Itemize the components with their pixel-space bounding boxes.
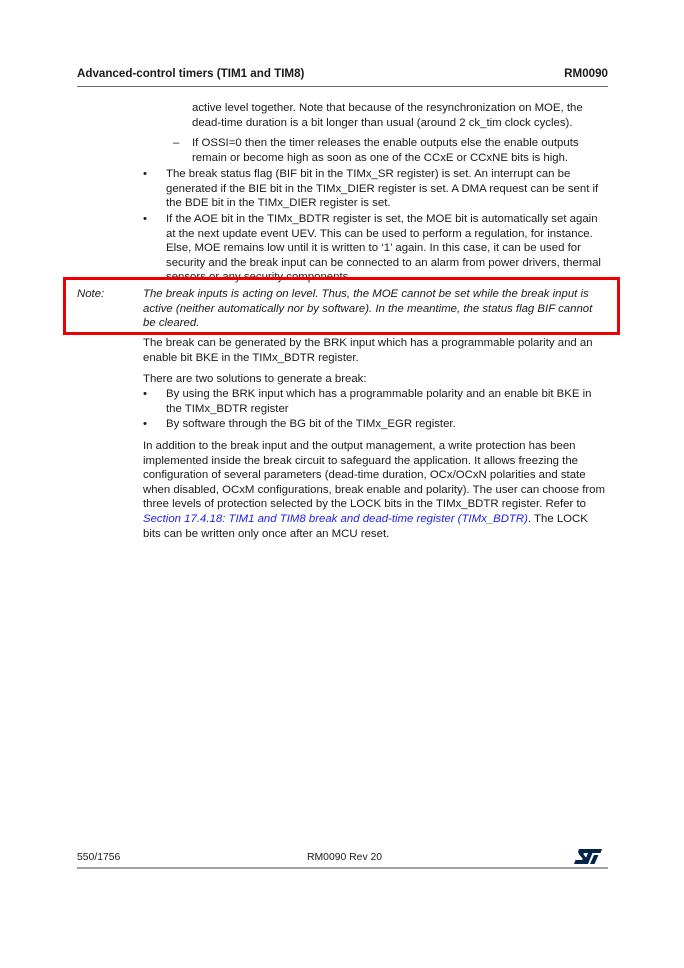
bullet-marker: • — [143, 418, 147, 430]
paragraph-brk — [143, 336, 611, 365]
continued-paragraph — [192, 101, 622, 130]
red-highlight-box — [63, 277, 620, 335]
bullet-marker: • — [143, 213, 147, 225]
dash-marker: – — [173, 137, 180, 149]
text-line: By software through the BG bit of the TIMx_EGR register. — [166, 418, 456, 430]
text-line: remain or become high as soon as one of the CCxE or CCxNE bits is high. — [192, 151, 569, 164]
paragraph-two-solutions — [143, 372, 611, 387]
text-line: implemented inside the break circuit to safeguard the application. It allows freezing the — [143, 454, 578, 467]
text-line: the TIMx_BDTR register — [166, 402, 289, 415]
text-line: configuration of several parameters (dead-time duration, OCx/OCxN polarities and state — [143, 469, 586, 482]
text-line: In addition to the break input and the output management, a write protection has been — [143, 440, 576, 452]
text-line: when disabled, OCxM configurations, break enable and polarity). The user can choose from — [143, 483, 605, 496]
section-link-timx-bdtr[interactable]: Section 17.4.18: TIM1 and TIM8 break and dead-time register (TIMx_BDTR) — [143, 512, 528, 525]
text-line: bits can be written only once after an MCU reset. — [143, 527, 390, 540]
text-line: the BDE bit in the TIMx_DIER register is set. — [166, 197, 391, 210]
text-line: at the next update event UEV. This can be used to perform a regulation, for instance. — [166, 227, 593, 240]
text-line: sensors or any security components. — [166, 271, 352, 284]
st-logo-icon — [573, 848, 603, 865]
page-number: 550/1756 — [77, 852, 121, 863]
section-title: Advanced-control timers (TIM1 and TIM8) — [77, 67, 305, 80]
text-line: dead-time duration is a bit longer than usual (around 2 ck_tim clock cycles). — [192, 116, 573, 129]
note-label: Note: — [77, 288, 105, 300]
bullet-marker: • — [143, 388, 147, 400]
text-line: three levels of protection selected by the LOCK bits in the TIMx_BDTR register. Refer to — [143, 498, 586, 511]
document-revision: RM0090 Rev 20 — [307, 852, 383, 863]
text-line: If OSSI=0 then the timer releases the enable outputs else the enable outputs — [192, 137, 579, 149]
text-line: There are two solutions to generate a break: — [143, 373, 367, 385]
text-line: By using the BRK input which has a programmable polarity and an enable bit BKE in — [166, 388, 592, 400]
text-line: If the AOE bit in the TIMx_BDTR register is set, the MOE bit is automatically set again — [166, 213, 598, 225]
text-line: security and the break input can be connected to an alarm from power drivers, thermal — [166, 256, 601, 269]
paragraph-write-protection — [143, 439, 611, 541]
text-line — [143, 512, 611, 527]
document-id: RM0090 — [564, 67, 608, 80]
text-line: Else, MOE remains low until it is written to ‘1’ again. In this case, it can be used for — [166, 242, 581, 255]
text-line: enable bit BKE in the TIMx_BDTR register. — [143, 351, 359, 364]
text-line: active (neither automatically nor by software). In the meantime, the status flag BIF cannot — [143, 302, 593, 315]
text-line: generated if the BIE bit in the TIMx_DIER register is set. A DMA request can be sent if — [166, 182, 599, 195]
bullet-marker: • — [143, 168, 147, 180]
page-header — [77, 67, 608, 87]
page-footer — [77, 852, 608, 869]
text-line: be cleared. — [143, 317, 200, 330]
text-line: active level together. Note that because of the resynchronization on MOE, the — [192, 102, 583, 114]
text-line: The break status flag (BIF bit in the TIMx_SR register) is set. An interrupt can be — [166, 168, 571, 180]
text-line: The break inputs is acting on level. Thus, the MOE cannot be set while the break input is — [143, 288, 589, 300]
text-after-link: . The LOCK — [527, 512, 588, 525]
text-line: The break can be generated by the BRK input which has a programmable polarity and an — [143, 337, 593, 349]
